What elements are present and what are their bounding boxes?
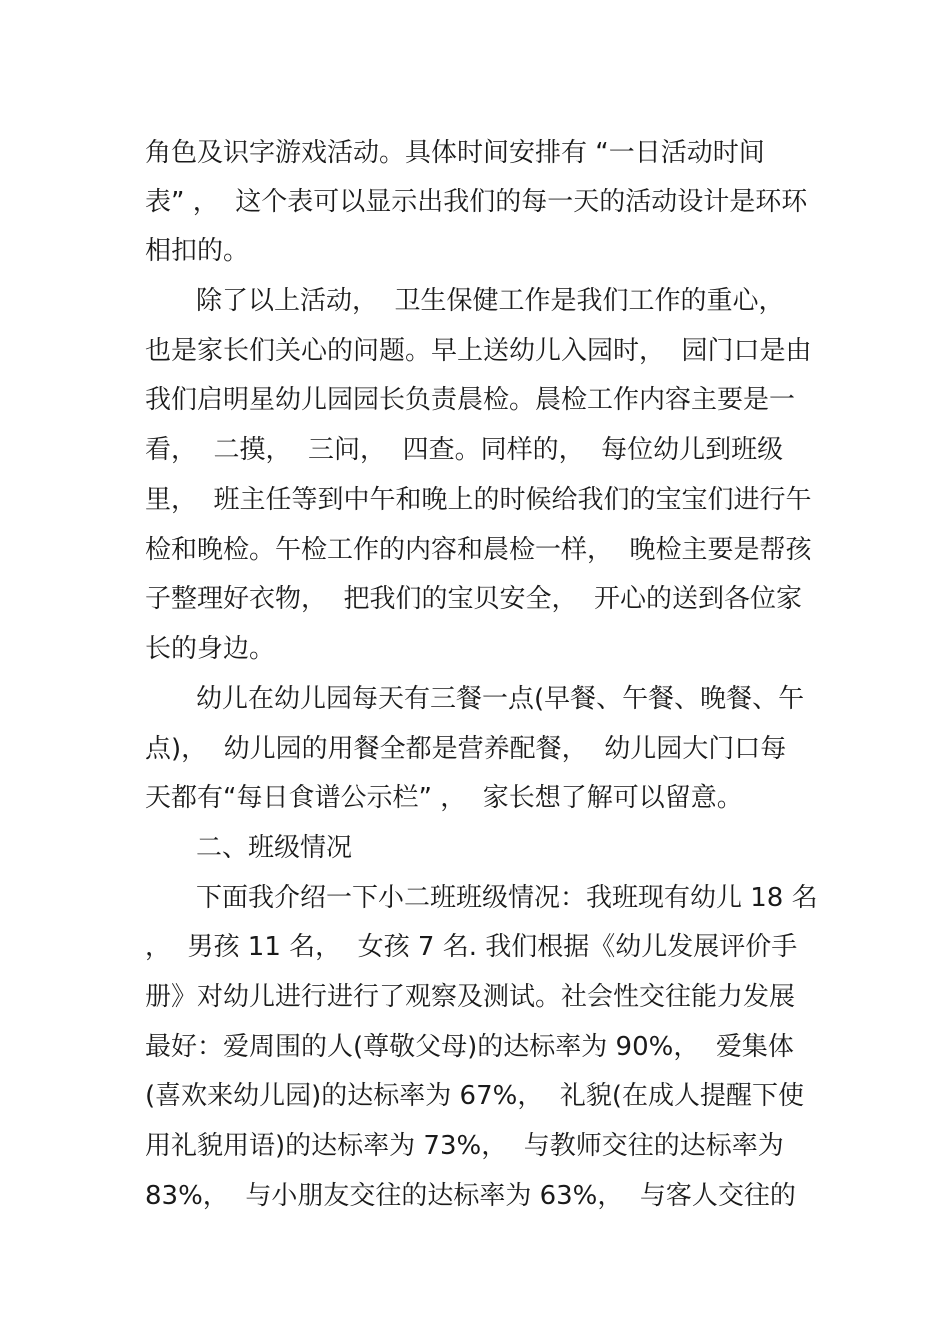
text-line: 我们启明星幼儿园园长负责晨检。晨检工作内容主要是一	[145, 385, 796, 415]
paragraph-first-line: 幼儿在幼儿园每天有三餐一点(早餐、午餐、晚餐、午	[196, 684, 805, 714]
text-line: 角色及识字游戏活动。具体时间安排有 “一日活动时间	[145, 138, 765, 168]
text-line: 里， 班主任等到中午和晚上的时候给我们的宝宝们进行午	[145, 485, 812, 515]
text-line: 也是家长们关心的问题。早上送幼儿入园时， 园门口是由	[145, 336, 812, 366]
paragraph-first-line: 下面我介绍一下小二班班级情况：我班现有幼儿 18 名	[196, 883, 818, 913]
text-line: 子整理好衣物， 把我们的宝贝安全， 开心的送到各位家	[145, 584, 803, 614]
text-line: 天都有“每日食谱公示栏” ， 家长想了解可以留意。	[145, 783, 743, 813]
text-line: 检和晚检。午检工作的内容和晨检一样， 晚检主要是帮孩	[145, 535, 812, 565]
paragraph-first-line: 除了以上活动， 卫生保健工作是我们工作的重心，	[196, 286, 785, 316]
text-line: 最好：爱周围的人(尊敬父母)的达标率为 90%， 爱集体	[145, 1032, 794, 1062]
text-line: (喜欢来幼儿园)的达标率为 67%， 礼貌(在成人提醒下使	[145, 1081, 805, 1111]
text-line: 看， 二摸， 三问， 四查。同样的， 每位幼儿到班级	[145, 435, 784, 465]
text-line: 用礼貌用语)的达标率为 73%， 与教师交往的达标率为	[145, 1131, 784, 1161]
text-line: ， 男孩 11 名， 女孩 7 名. 我们根据《幼儿发展评价手	[145, 932, 798, 962]
text-line: 册》对幼儿进行进行了观察及测试。社会性交往能力发展	[145, 982, 796, 1012]
text-line: 83%， 与小朋友交往的达标率为 63%， 与客人交往的	[145, 1181, 796, 1211]
text-line: 相扣的。	[145, 236, 250, 266]
text-line: 表” ， 这个表可以显示出我们的每一天的活动设计是环环	[145, 187, 808, 217]
section-heading: 二、班级情况	[196, 833, 353, 863]
text-line: 点)， 幼儿园的用餐全都是营养配餐， 幼儿园大门口每	[145, 734, 787, 764]
text-line: 长的身边。	[145, 634, 276, 664]
